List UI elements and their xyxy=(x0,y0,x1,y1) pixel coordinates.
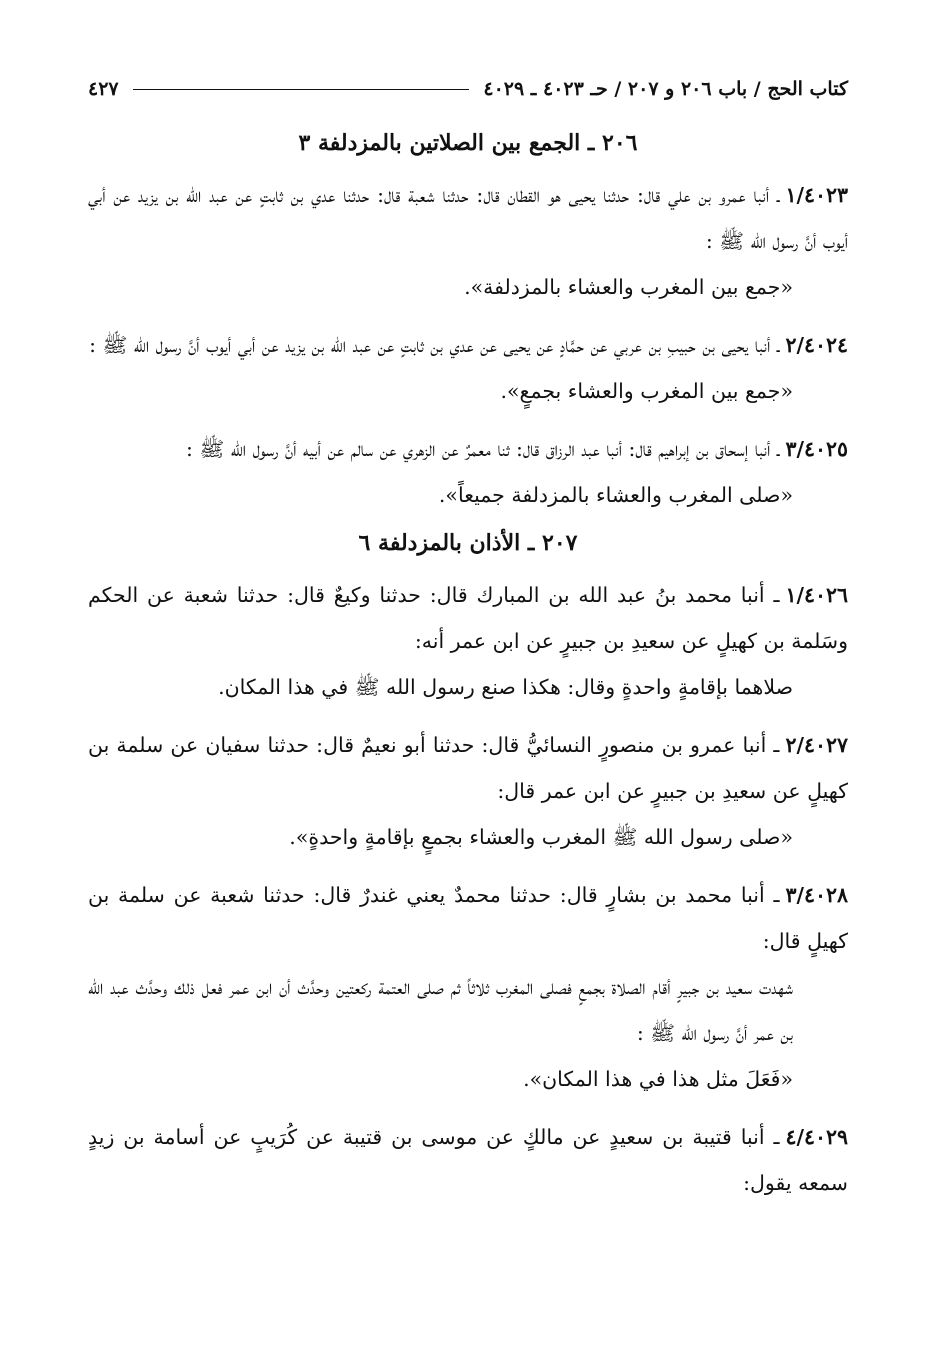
running-header xyxy=(88,78,848,118)
hadith-matn: «جمع بين المغرب والعشاء بجمعٍ». xyxy=(500,379,793,403)
hadith-isnad xyxy=(88,572,848,664)
hadith-matn: «صلى رسول الله ﷺ المغرب والعشاء بجمعٍ بإقامةٍ واحدةٍ». xyxy=(289,825,793,849)
hadith-4025 xyxy=(88,426,848,518)
hadith-isnad-text: ـ أنبا يحيى بن حبيبِ بن عربي عن حمَّادٍ عن يحيى عن عدي بن ثابتٍ عن عبد الله بن يزيد عن أبي أيوب أنَّ رسول الله ﷺ : xyxy=(89,333,780,357)
hadith-number: ١/٤٠٢٣ xyxy=(785,183,848,207)
hadith-matn: «جمع بين المغرب والعشاء بالمزدلفة». xyxy=(464,275,793,299)
hadith-number: ٣/٤٠٢٥ xyxy=(785,437,848,461)
hadith-isnad xyxy=(88,426,848,472)
hadith-isnad xyxy=(88,1114,848,1206)
header-rule xyxy=(133,89,470,90)
hadith-isnad xyxy=(88,172,848,264)
hadith-isnad-text: ـ أنبا إسحاق بن إبراهيم قال: أنبا عبد الرزاق قال: ثنا معمرٌ عن الزهري عن سالم عن أبيه أنَّ رسول الله ﷺ : xyxy=(186,437,780,461)
hadith-isnad xyxy=(88,872,848,964)
header-title: كتاب الحج / باب ٢٠٦ و ٢٠٧ / حـ ٤٠٢٣ ـ ٤٠٢٩ xyxy=(483,78,848,100)
hadith-isnad xyxy=(88,322,848,368)
page-number: ٤٢٧ xyxy=(88,78,119,100)
hadith-isnad-text: ـ أنبا عمرو بن منصورٍ النسائيُّ قال: حدثنا أبو نعيمٌ قال: حدثنا سفيان عن سلمة بن كهيلٍ عن سعيدِ بن جبيرٍ عن ابن عمر قال: xyxy=(88,733,848,803)
hadith-matn: «صلى المغرب والعشاء بالمزدلفة جميعاً». xyxy=(438,483,793,507)
hadith-4028 xyxy=(88,872,848,1102)
hadith-isnad-text: ـ أنبا محمد بن بشارٍ قال: حدثنا محمدٌ يعني غندرٌ قال: حدثنا شعبة عن سلمة بن كهيلٍ قال: xyxy=(88,883,848,953)
hadith-number: ٤/٤٠٢٩ xyxy=(785,1125,848,1149)
hadith-4029 xyxy=(88,1114,848,1206)
hadith-isnad-text: ـ أنبا محمد بنُ عبد الله بن المبارك قال: حدثنا وكيعٌ قال: حدثنا شعبة عن الحكم وسَلمة بن كهيلٍ عن سعيدِ بن جبيرٍ عن ابن عمر أنه: xyxy=(88,583,848,653)
hadith-4027 xyxy=(88,722,848,860)
chapter-heading-206: ٢٠٦ ـ الجمع بين الصلاتين بالمزدلفة ٣ xyxy=(298,130,638,156)
hadith-number: ٣/٤٠٢٨ xyxy=(785,883,848,907)
hadith-number: ٢/٤٠٢٤ xyxy=(785,333,848,357)
hadith-isnad-text: ـ أنبا قتيبة بن سعيدٍ عن مالكٍ عن موسى بن قتيبة عن كُرَيبٍ عن أسامة بن زيدٍ سمعه يقول: xyxy=(88,1125,848,1195)
hadith-4026 xyxy=(88,572,848,710)
hadith-matn-quote: «فَعَلَ مثل هذا في هذا المكان». xyxy=(523,1067,793,1091)
hadith-4023 xyxy=(88,172,848,310)
book-page xyxy=(88,78,848,1218)
hadith-4024 xyxy=(88,322,848,414)
hadith-number: ١/٤٠٢٦ xyxy=(785,583,848,607)
hadith-matn: صلاهما بإقامةٍ واحدةٍ وقال: هكذا صنع رسول الله ﷺ في هذا المكان. xyxy=(218,675,793,699)
hadith-isnad xyxy=(88,722,848,814)
chapter-heading-207: ٢٠٧ ـ الأذان بالمزدلفة ٦ xyxy=(358,530,578,556)
hadith-matn: شهدت سعيد بن جبيرٍ أقام الصلاة بجمعٍ فصلى المغرب ثلاثاً ثم صلى العتمة ركعتين وحدَّث أن ابن عمر فعل ذلك وحدَّث عبد الله بن عمر أنَّ رسول الله ﷺ : xyxy=(88,975,793,1045)
hadith-isnad-text: ـ أنبا عمرو بن علي قال: حدثنا يحيى هو القطان قال: حدثنا شعبة قال: حدثنا عدي بن ثابتٍ عن عبد الله بن يزيد عن أبي أيوب أنَّ رسول الله ﷺ : xyxy=(88,183,848,253)
hadith-number: ٢/٤٠٢٧ xyxy=(785,733,848,757)
